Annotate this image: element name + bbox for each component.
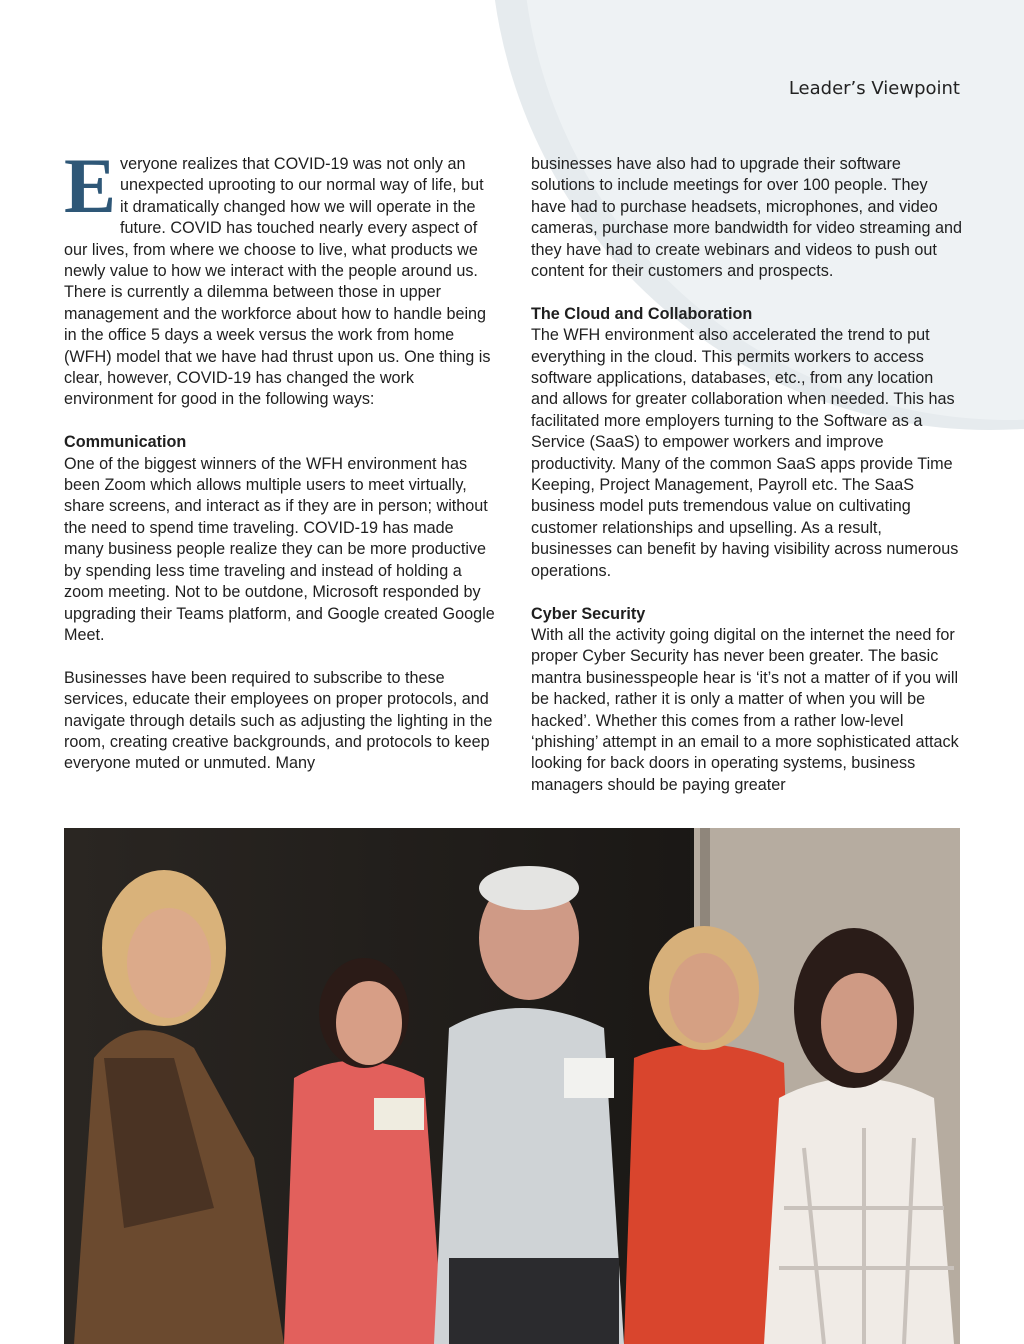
article-column-left [64, 142, 496, 796]
article-column-right [531, 154, 963, 818]
communication-paragraph-1: One of the biggest winners of the WFH environment has been Zoom which allows multiple users to meet virtually, share screens, and interact as if they are in person; without the need to spend time traveling. COVID-19 has made many business people realize they can be more productive by spending less time traveling and instead of holding a zoom meeting. Not to be outdone, Microsoft responded by upgrading their Teams platform, and Google created Google Meet. [64, 454, 495, 644]
group-photo-illustration [64, 828, 960, 1344]
communication-heading: Communication [64, 433, 187, 452]
section-header: Leader’s Viewpoint [788, 78, 960, 99]
communication-paragraph-2-continued: businesses have also had to upgrade their software solutions to include meetings for over 100 people. They have had to purchase headsets, microphones, and video cameras, purchase more bandwidth for video streaming and they have had to create webinars and videos to push out content for their customers and prospects. [531, 155, 962, 281]
cyber-paragraph: With all the activity going digital on the internet the need for proper Cyber Security has never been greater. The basic mantra businesspeople hear is ‘it’s not a matter of if you will be hacked, rather it is only a matter of when you will be hacked’. Whether this comes from a rather low-level ‘phishing’ attempt in an email to a more sophisticated attack looking for back doors in operating systems, business managers should be paying greater [531, 625, 959, 794]
drop-cap: E [64, 142, 117, 229]
intro-paragraph [64, 142, 496, 411]
cyber-heading: Cyber Security [531, 604, 646, 623]
intro-text: veryone realizes that COVID-19 was not only an unexpected uprooting to our normal way of life, but it dramatically changed how we will operate in the future. COVID has touched nearly every aspect of our lives, from where we choose to live, what products we newly value to how we interact with the people around us. There is currently a dilemma between those in upper management and the workforce about how to handle being in the office 5 days a week versus the work from home (WFH) model that we have had thrust upon us. One thing is clear, however, COVID-19 has changed the work environment for good in the following ways: [64, 155, 491, 409]
communication-paragraph-2: Businesses have been required to subscribe to these services, educate their employees on proper protocols, and navigate through details such as adjusting the lighting in the room, creating creative backgrounds, and protocols to keep everyone muted or unmuted. Many [64, 668, 493, 773]
cloud-heading: The Cloud and Collaboration [531, 304, 753, 323]
group-photo [64, 828, 960, 1344]
cloud-paragraph: The WFH environment also accelerated the trend to put everything in the cloud. This permits workers to access software applications, databases, etc., from any location and allows for greater collaboration when needed. This has facilitated more employers turning to the Software as a Service (SaaS) to empower workers and improve productivity. Many of the common SaaS apps provide Time Keeping, Project Management, Payroll etc. The SaaS business model puts tremendous value on cultivating customer relationships and upselling. As a result, businesses can benefit by having visibility across numerous operations. [531, 326, 959, 580]
